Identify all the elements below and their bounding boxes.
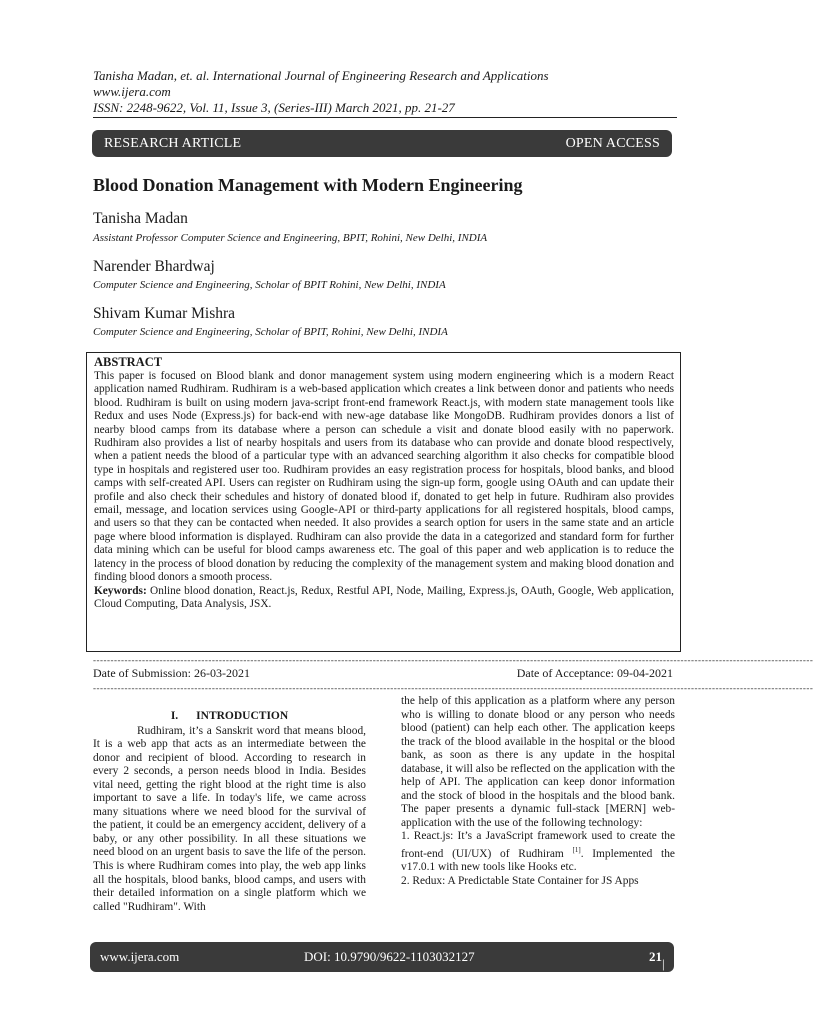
header-rule bbox=[93, 117, 677, 118]
dashed-divider: -------------------------------------------------------------------------------------------------------------------------------------------------------------------------------------------------------------- bbox=[93, 655, 813, 665]
dates-row bbox=[93, 666, 673, 681]
journal-citation: Tanisha Madan, et. al. International Journal of Engineering Research and Applications bbox=[93, 68, 549, 83]
journal-header bbox=[93, 68, 683, 116]
footer-page bbox=[649, 949, 670, 1035]
footer-doi: DOI: 10.9790/9622-1103032127 bbox=[304, 949, 475, 964]
abstract-heading: ABSTRACT bbox=[94, 355, 163, 369]
section-number: I. bbox=[170, 710, 179, 722]
author-affiliation: Computer Science and Engineering, Scholar of BPIT, Rohini, New Delhi, INDIA bbox=[93, 326, 448, 338]
tech-item-text: . Implemented the v17.0.1 with new tools like Hooks etc. bbox=[401, 847, 675, 874]
intro-paragraph: Rudhiram, it’s a Sanskrit word that means blood, It is a web app that acts as an intermediate between the donor and recipient of blood. According to research in every 2 seconds, a person needs blood in India. Besides vital need, getting the right blood at the right time is also important to save a life. In today's life, we came across many situations where we need blood for the survival of the patient, it could be an emergency accident, delivery of a baby, or any other possibility. In all these situations we need blood on an urgent basis to save the life of the person. This is where Rudhiram comes into play, the web app links all the hospitals, blood banks, blood camps, and users with their detailed information on a single platform which we called "Rudhiram". With bbox=[93, 724, 366, 913]
keywords-text: Online blood donation, React.js, Redux, Restful API, Node, Mailing, Express.js, OAuth, Google, Web application, Cloud Computing, Data Analysis, JSX. bbox=[94, 584, 674, 610]
paper-title: Blood Donation Management with Modern Engineering bbox=[93, 175, 523, 195]
abstract-box bbox=[86, 352, 681, 652]
acceptance-date: Date of Acceptance: 09-04-2021 bbox=[516, 666, 673, 680]
open-access-label: OPEN ACCESS bbox=[565, 135, 660, 151]
author-affiliation: Assistant Professor Computer Science and Engineering, BPIT, Rohini, New Delhi, INDIA bbox=[93, 232, 488, 244]
abstract-text: This paper is focused on Blood blank and donor management system using modern engineering which is a modern React application named Rudhiram. Rudhiram is a web-based application which creates a link between donor and patients who needs blood. Rudhiram is built on using modern java-script front-end framework React.js, with modern state management tools like Redux and uses Node (Express.js) for back-end with new-age database like MongoDB. Rudhiram provides donors a list of nearby blood camps from its database where a person can schedule a visit and donate blood easily with no paperwork. Rudhiram also provides a list of nearby hospitals and users from its database who can provide and donate blood respectively, when a patient needs the blood of a particular type with an advanced searching algorithm it also checks for compatible blood type in hospitals and registered user too. Rudhiram provides an easy registration process for hospitals, blood banks, and blood camps with self-created API. Users can register on Rudhiram using the sign-up form, google using OAuth and can update their profile and also check their schedules and history of donated blood if, donated to get help in future. Rudhiram also provides email, message, and location services using Google-API or third-party applications for all registered hospitals, blood camps, and users so that they can be contacted when needed. It also provides a search option for users in the same state and an article page where blood information is displayed. Rudhiram can also provide the data in a categorized and standard form for further data mining which can be useful for blood camps awareness etc. The goal of this paper and web application is to reduce the latency in the process of blood donation by reducing the complexity of the management system and making blood donation and finding blood donors a smooth process. bbox=[94, 370, 674, 584]
dashed-divider: -------------------------------------------------------------------------------------------------------------------------------------------------------------------------------------------------------------- bbox=[93, 683, 813, 693]
author-name: Narender Bhardwaj bbox=[93, 258, 215, 275]
intro-paragraph-continued: the help of this application as a platform where any person who is willing to donate blood or any person who needs blood (patient) can help each other. The application keeps the track of the blood available in the hospital or the blood bank, as soon as there is any update in the hospital database, it will also be reflected on the application with the help of API. The application can keep donor information and the stock of blood in the hospitals and the blood bank. The paper presents a dynamic full-stack [MERN] web-application with the use of the following technology: bbox=[401, 695, 675, 829]
page-number: 21 bbox=[649, 949, 662, 964]
keywords bbox=[94, 585, 674, 612]
author-affiliation: Computer Science and Engineering, Scholar of BPIT Rohini, New Delhi, INDIA bbox=[93, 279, 446, 291]
research-article-label: RESEARCH ARTICLE bbox=[104, 135, 242, 151]
page-label: | P a g e bbox=[662, 956, 670, 1035]
right-column bbox=[401, 695, 675, 888]
left-column bbox=[93, 710, 366, 914]
tech-item-redux: 2. Redux: A Predictable State Container for JS Apps bbox=[401, 874, 639, 887]
submission-date: Date of Submission: 26-03-2021 bbox=[93, 666, 250, 680]
tech-item-text: 1. React.js: It’s a JavaScript framework used to create the front-end (UI/UX) of Rudhiram bbox=[401, 830, 675, 860]
citation-ref: [1] bbox=[572, 846, 581, 855]
tech-item-react bbox=[401, 830, 675, 874]
journal-issn: ISSN: 2248-9622, Vol. 11, Issue 3, (Series-III) March 2021, pp. 21-27 bbox=[93, 100, 455, 115]
author-name: Tanisha Madan bbox=[93, 210, 188, 227]
section-title: INTRODUCTION bbox=[196, 710, 289, 722]
keywords-label: Keywords: bbox=[94, 584, 147, 597]
author-name: Shivam Kumar Mishra bbox=[93, 305, 236, 322]
section-heading bbox=[93, 710, 366, 724]
journal-website: www.ijera.com bbox=[93, 84, 171, 99]
page-footer bbox=[90, 942, 674, 1035]
footer-website: www.ijera.com bbox=[100, 949, 180, 964]
article-type-band bbox=[92, 130, 672, 157]
